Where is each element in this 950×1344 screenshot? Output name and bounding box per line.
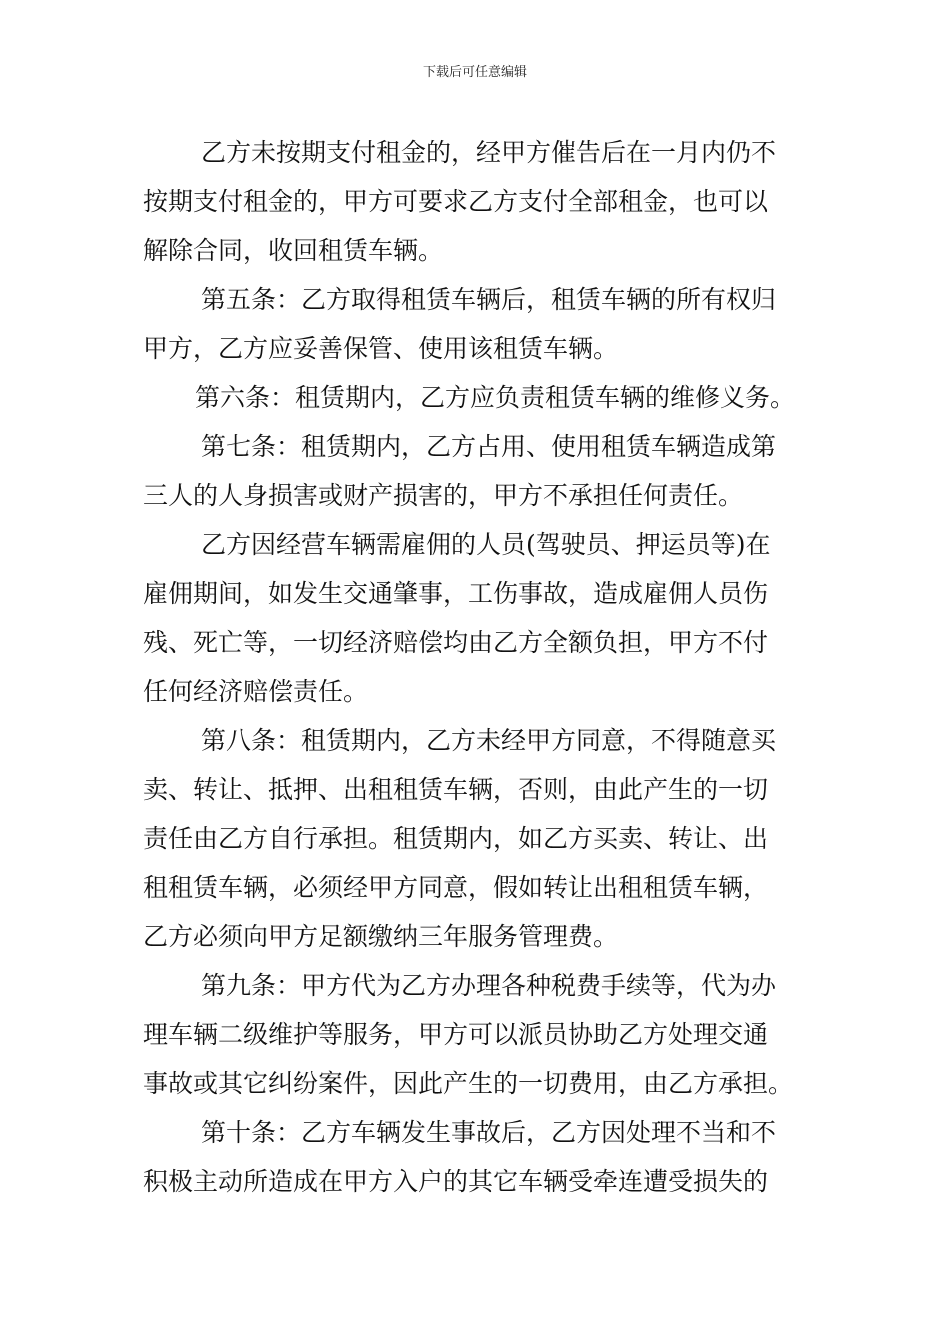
- text-line: 乙方必须向甲方足额缴纳三年服务管理费。: [143, 922, 619, 951]
- text-line: 责任由乙方自行承担。租赁期内，如乙方买卖、转让、出: [143, 824, 769, 853]
- text-line: 第五条：乙方取得租赁车辆后，租赁车辆的所有权归: [201, 285, 777, 314]
- text-line: 租租赁车辆，必须经甲方同意，假如转让出租租赁车辆，: [143, 873, 769, 902]
- text-line: 残、死亡等，一切经济赔偿均由乙方全额负担，甲方不付: [143, 628, 769, 657]
- text-line: 三人的人身损害或财产损害的，甲方不承担任何责任。: [143, 481, 744, 510]
- text-line: 甲方，乙方应妥善保管、使用该租赁车辆。: [143, 334, 619, 363]
- text-line: 理车辆二级维护等服务，甲方可以派员协助乙方处理交通: [143, 1020, 769, 1049]
- text-line: 第九条：甲方代为乙方办理各种税费手续等，代为办: [201, 971, 777, 1000]
- text-line: 第六条：租赁期内，乙方应负责租赁车辆的维修义务。: [195, 383, 796, 412]
- text-line: 第八条：租赁期内，乙方未经甲方同意，不得随意买: [201, 726, 777, 755]
- text-line: 事故或其它纠纷案件，因此产生的一切费用，由乙方承担。: [143, 1069, 794, 1098]
- text-line: 第七条：租赁期内，乙方占用、使用租赁车辆造成第: [201, 432, 777, 461]
- text-line: 乙方因经营车辆需雇佣的人员(驾驶员、押运员等)在: [201, 530, 771, 559]
- text-line: 按期支付租金的，甲方可要求乙方支付全部租金，也可以: [143, 187, 769, 216]
- text-line: 乙方未按期支付租金的，经甲方催告后在一月内仍不: [201, 138, 777, 167]
- text-line: 积极主动所造成在甲方入户的其它车辆受牵连遭受损失的: [143, 1167, 769, 1196]
- text-line: 雇佣期间，如发生交通肇事，工伤事故，造成雇佣人员伤: [143, 579, 769, 608]
- page-header: 下载后可任意编辑: [422, 65, 527, 80]
- text-line: 卖、转让、抵押、出租租赁车辆，否则，由此产生的一切: [143, 775, 769, 804]
- text-line: 解除合同，收回租赁车辆。: [143, 236, 444, 265]
- document-body: [143, 128, 811, 1206]
- text-line: 第十条：乙方车辆发生事故后，乙方因处理不当和不: [201, 1118, 777, 1147]
- text-line: 任何经济赔偿责任。: [143, 677, 369, 706]
